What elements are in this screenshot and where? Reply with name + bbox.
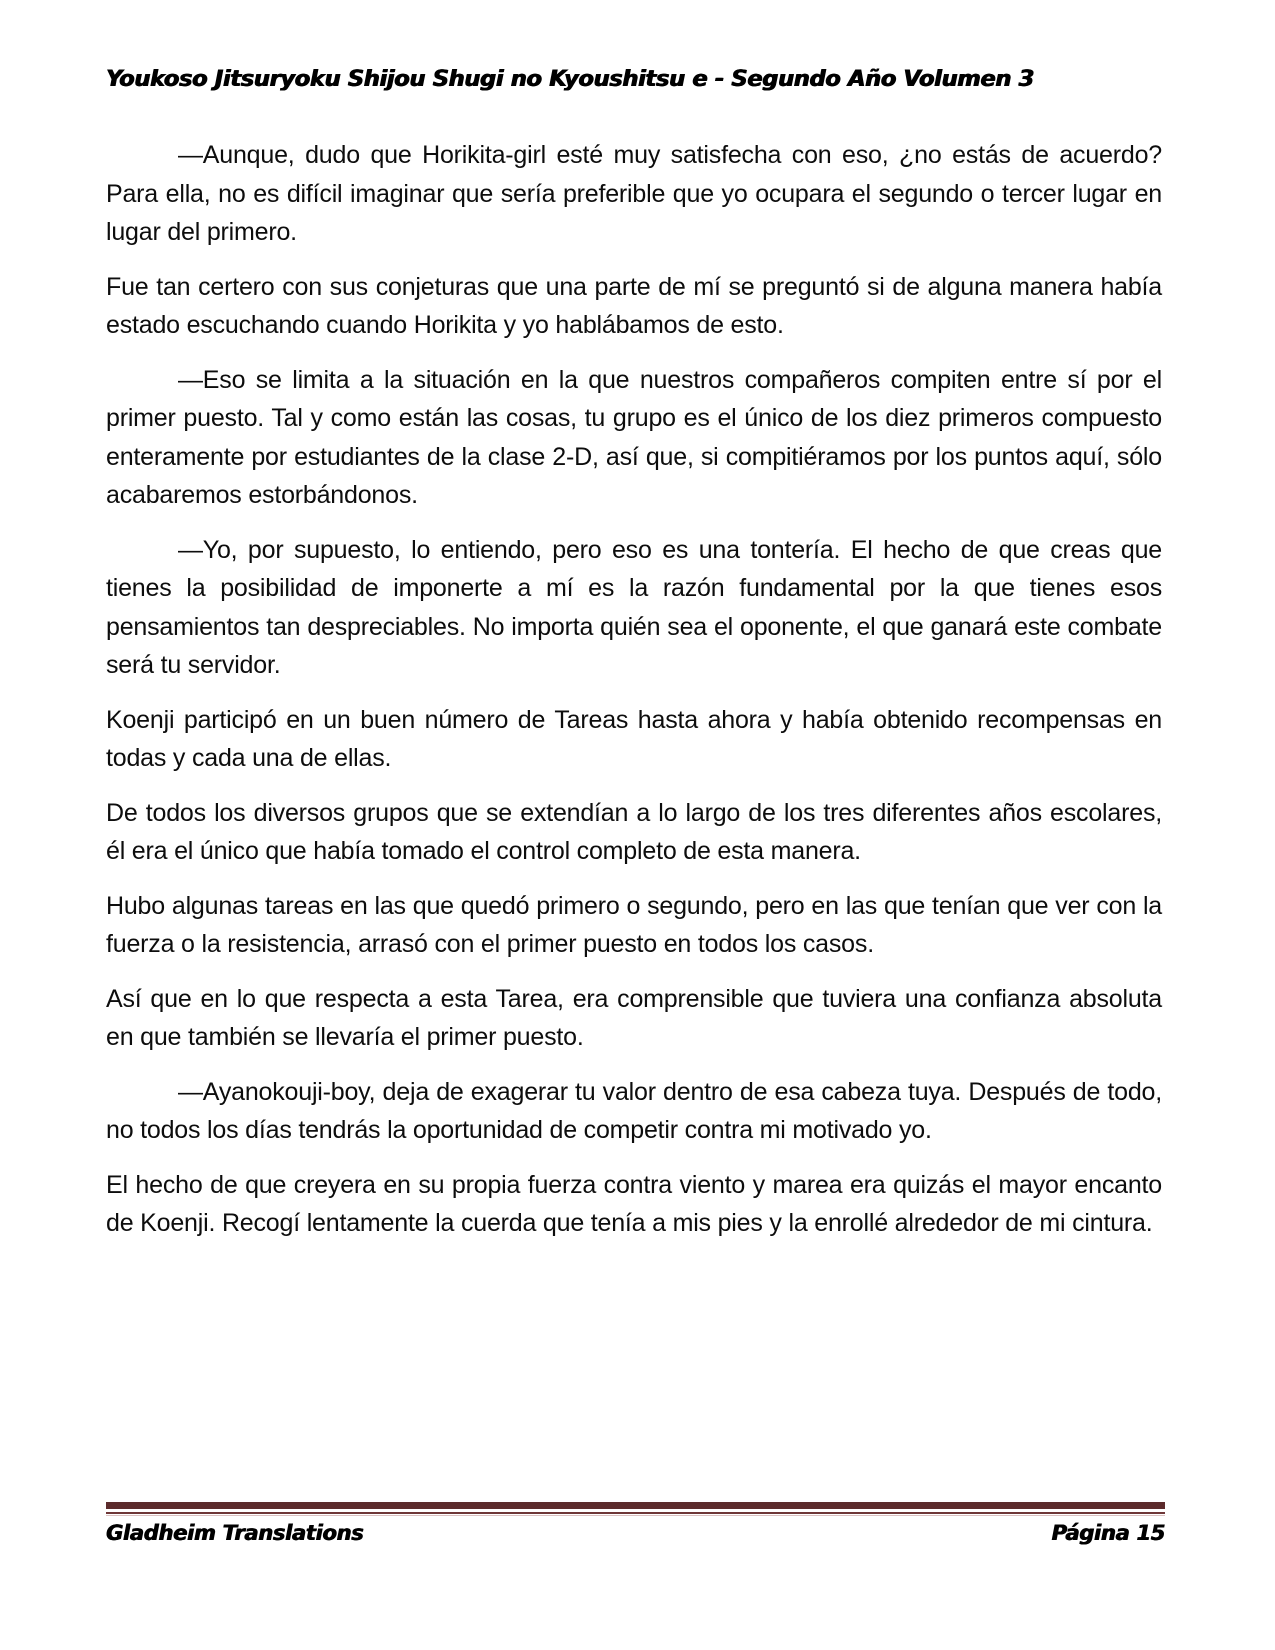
footer-rule-thin: [106, 1512, 1165, 1514]
paragraph: Fue tan certero con sus conjeturas que una parte de mí se preguntó si de alguna manera había estado escuchando cuando Horikita y yo hablábamos de esto.: [106, 272, 1162, 339]
paragraph: Hubo algunas tareas en las que quedó primero o segundo, pero en las que tenían que ver con la fuerza o la resistencia, arrasó con el primer puesto en todos los casos.: [106, 891, 1162, 958]
page-header-title: Youkoso Jitsuryoku Shijou Shugi no Kyoushitsu e - Segundo Año Volumen 3: [106, 66, 1034, 92]
footer-page-number: Página 15: [1051, 1521, 1165, 1545]
paragraph: —Eso se limita a la situación en la que nuestros compañeros compiten entre sí por el primer puesto. Tal y como están las cosas, tu grupo es el único de los diez primeros compuesto enteramente por estudiantes de la clase 2-D, así que, si compitiéramos por los puntos aquí, sólo acabaremos estorbándonos.: [106, 365, 1162, 509]
paragraph: Koenji participó en un buen número de Tareas hasta ahora y había obtenido recompensas en todas y cada una de ellas.: [106, 705, 1162, 772]
paragraph: Así que en lo que respecta a esta Tarea, era comprensible que tuviera una confianza absoluta en que también se llevaría el primer puesto.: [106, 984, 1162, 1051]
footer-rule-thick: [106, 1502, 1165, 1509]
paragraph: El hecho de que creyera en su propia fuerza contra viento y marea era quizás el mayor encanto de Koenji. Recogí lentamente la cuerda que tenía a mis pies y la enrollé alrededor de mi cintura.: [106, 1170, 1162, 1237]
paragraph: —Yo, por supuesto, lo entiendo, pero eso es una tontería. El hecho de que creas que tienes la posibilidad de imponerte a mí es la razón fundamental por la que tienes esos pensamientos tan despreciables. No importa quién sea el oponente, el que ganará este combate será tu servidor.: [106, 535, 1162, 679]
page-footer: [106, 1502, 1165, 1545]
paragraph: De todos los diversos grupos que se extendían a lo largo de los tres diferentes años escolares, él era el único que había tomado el control completo de esta manera.: [106, 798, 1162, 865]
document-body: [106, 136, 1162, 1259]
paragraph: —Aunque, dudo que Horikita-girl esté muy satisfecha con eso, ¿no estás de acuerdo? Para ella, no es difícil imaginar que sería preferible que yo ocupara el segundo o tercer lugar en lugar del primero.: [106, 141, 1162, 246]
footer-translator-credit: Gladheim Translations: [106, 1521, 364, 1545]
paragraph: —Ayanokouji-boy, deja de exagerar tu valor dentro de esa cabeza tuya. Después de todo, no todos los días tendrás la oportunidad de competir contra mi motivado yo.: [106, 1077, 1162, 1144]
footer-rule-faint: [106, 1515, 1165, 1516]
